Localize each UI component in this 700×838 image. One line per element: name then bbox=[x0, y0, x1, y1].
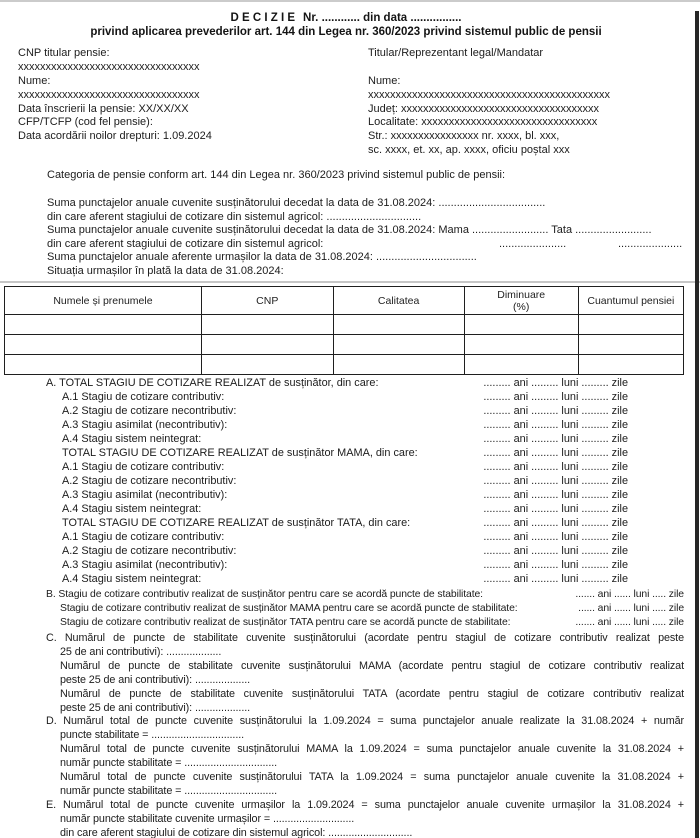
paragraph-line: 25 de ani contributivi): ................... bbox=[60, 645, 222, 658]
paragraph-line: C. Numărul de puncte de stabilitate cuvenite susținătorului (acordate pentru stagiul de cotizare contributiv realizat peste bbox=[46, 632, 684, 644]
stagiu-label: A.1 Stagiu de cotizare contributiv: bbox=[62, 531, 225, 543]
paragraph-line: D. Numărul total de puncte cuvenite susținătorului la 1.09.2024 = suma punctajelor anuale realizate la 31.08.2024 + număr bbox=[46, 715, 684, 728]
total-puncte-paragraph bbox=[0, 715, 684, 743]
stagiu-row bbox=[0, 404, 628, 418]
cnp-label: CNP titular pensie: bbox=[18, 47, 110, 59]
stagiu-row bbox=[0, 544, 628, 558]
paragraph-line: Numărul total de puncte cuvenite susținătorului MAMA la 1.09.2024 = suma punctajelor anuale cuvenite la 31.08.2024 + bbox=[60, 743, 684, 756]
table-row bbox=[5, 315, 684, 335]
empty-cell bbox=[464, 355, 578, 375]
stagiu-label: TOTAL STAGIU DE COTIZARE REALIZAT de susținător MAMA, din care: bbox=[62, 447, 418, 459]
nume-label-left: Nume: bbox=[18, 74, 51, 87]
stagiu-row bbox=[0, 474, 628, 488]
data-inscrierii-line: Data înscrierii la pensie: XX/XX/XX bbox=[18, 102, 189, 115]
empty-cell bbox=[578, 355, 683, 375]
nume-placeholder-right: xxxxxxxxxxxxxxxxxxxxxxxxxxxxxxxxxxxxxxxxxxxx bbox=[368, 88, 610, 101]
col-header-nume: Numele și prenumele bbox=[5, 287, 202, 315]
suma-punctaje-block bbox=[47, 197, 687, 279]
stabilitate-label: Stagiu de cotizare contributiv realizat de susținător MAMA pentru care se acordă puncte de stabilitate: bbox=[60, 603, 518, 614]
document-subtitle: privind aplicarea prevederilor art. 144 din Legea nr. 360/2023 privind sistemul public de pensii bbox=[90, 26, 602, 38]
paragraph-line: puncte stabilitate = ................................ bbox=[60, 729, 245, 742]
suma-agricol-mama-tata-line bbox=[47, 238, 687, 252]
paragraph-line: peste 25 de ani contributivi): ................... bbox=[60, 673, 251, 686]
stagiu-label: A.2 Stagiu de cotizare necontributiv: bbox=[62, 545, 237, 557]
stagiu-value-dots: ......... ani ......... luni ......... zile bbox=[483, 545, 628, 557]
stagiu-row bbox=[0, 558, 628, 572]
diminuare-unit: (%) bbox=[513, 300, 530, 313]
agricol-tata-dots: ..................... bbox=[618, 237, 683, 250]
cnp-placeholder: xxxxxxxxxxxxxxxxxxxxxxxxxxxxxxxxx bbox=[18, 60, 200, 73]
empty-cell bbox=[464, 315, 578, 335]
stagiu-label: A.3 Stagiu asimilat (necontributiv): bbox=[62, 489, 228, 501]
empty-cell bbox=[578, 335, 683, 355]
paragraph-line: număr puncte stabilitate = ................................ bbox=[60, 757, 278, 770]
suma-sustinator-line: Suma punctajelor anuale cuvenite susținătorului decedat la data de 31.08.2024: ................................... bbox=[47, 197, 546, 209]
scara-etaj-line: sc. xxxx, et. xx, ap. xxxx, oficiu poștal xxx bbox=[368, 144, 570, 157]
judet-line: Județ: xxxxxxxxxxxxxxxxxxxxxxxxxxxxxxxxxxxx bbox=[368, 102, 600, 115]
stagiu-label: A.3 Stagiu asimilat (necontributiv): bbox=[62, 559, 228, 571]
stagiu-label: A.1 Stagiu de cotizare contributiv: bbox=[62, 391, 225, 403]
empty-cell bbox=[5, 355, 202, 375]
col-header-diminuare bbox=[464, 287, 578, 315]
paragraph-line: E. Numărul total de puncte cuvenite urmașilor la 1.09.2024 = suma punctajelor anuale cuvenite urmașilor la 31.08.2024 + bbox=[46, 798, 684, 811]
stagiu-value-dots: ......... ani ......... luni ......... zile bbox=[483, 405, 628, 417]
empty-cell bbox=[201, 355, 333, 375]
section-b-stabilitate-stagii bbox=[0, 588, 684, 630]
empty-cell bbox=[5, 335, 202, 355]
stabilitate-row-tata bbox=[0, 616, 684, 630]
suma-agricol-line: din care aferent stagiului de cotizare din sistemul agricol: ............................... bbox=[47, 210, 422, 223]
stagiu-label: A.3 Stagiu asimilat (necontributiv): bbox=[62, 419, 228, 431]
agricol-mama-dots: ...................... bbox=[499, 237, 567, 250]
scan-smudge-line bbox=[0, 281, 700, 283]
nume-label-right: Nume: bbox=[368, 74, 401, 87]
suma-mama-tata-line: Suma punctajelor anuale cuvenite susținătorului decedat la data de 31.08.2024: Mama ......................... Tata ......................... bbox=[47, 224, 652, 237]
paragraph-line: Numărul total de puncte cuvenite susținătorului TATA la 1.09.2024 = suma punctajelor anuale cuvenite la 31.08.2024 + bbox=[60, 771, 684, 784]
document-title-line bbox=[0, 11, 692, 25]
stagiu-row bbox=[0, 502, 628, 516]
agricol-urmasi-line: din care aferent stagiului de cotizare din sistemul agricol: ............................. bbox=[60, 826, 413, 838]
spacer-row bbox=[368, 61, 688, 75]
stagiu-row bbox=[0, 376, 628, 390]
info-column-right bbox=[368, 47, 688, 157]
stabilitate-row-mama bbox=[0, 602, 684, 616]
strada-line: Str.: xxxxxxxxxxxxxxxx nr. xxxx, bl. xxx, bbox=[368, 130, 560, 143]
section-a-stagii bbox=[0, 376, 628, 586]
stagiu-label: A.4 Stagiu sistem neintegrat: bbox=[62, 503, 202, 515]
stagiu-label: A.2 Stagiu de cotizare necontributiv: bbox=[62, 475, 237, 487]
paragraph-line: peste 25 de ani contributivi): ................... bbox=[60, 701, 251, 714]
stagiu-label: A.2 Stagiu de cotizare necontributiv: bbox=[62, 405, 237, 417]
stagiu-row bbox=[0, 418, 628, 432]
data-acordarii-line: Data acordării noilor drepturi: 1.09.2024 bbox=[18, 130, 212, 143]
stagiu-row-total-mama bbox=[0, 446, 628, 460]
stagiu-row bbox=[0, 572, 628, 586]
empty-cell bbox=[333, 315, 464, 335]
nume-placeholder-left: xxxxxxxxxxxxxxxxxxxxxxxxxxxxxxxxx bbox=[18, 88, 200, 101]
total-puncte-paragraph-tata bbox=[0, 771, 684, 799]
stagiu-label: A.1 Stagiu de cotizare contributiv: bbox=[62, 461, 225, 473]
col-header-calitatea: Calitatea bbox=[333, 287, 464, 315]
paragraph-line: Numărul de puncte de stabilitate cuvenite susținătorului MAMA (acordate pentru stagiul de cotizare contributiv realizat bbox=[60, 659, 684, 672]
diminuare-label: Diminuare bbox=[497, 288, 546, 301]
title-number-blank: Nr. ............ din data ................ bbox=[303, 12, 462, 24]
stabilitate-value-dots: ....... ani ...... luni ..... zile bbox=[575, 617, 684, 628]
puncte-stabilitate-paragraph-tata bbox=[0, 688, 684, 716]
stagiu-value-dots: ......... ani ......... luni ......... zile bbox=[483, 517, 628, 529]
situatia-urmasi-line: Situația urmașilor în plată la data de 31.08.2024: bbox=[47, 264, 284, 277]
suma-urmasi-line: Suma punctajelor anuale aferente urmașilor la data de 31.08.2024: ................................. bbox=[47, 251, 477, 264]
paragraph-line: Numărul de puncte de stabilitate cuvenite susținătorului TATA (acordate pentru stagiul de cotizare contributiv realizat bbox=[60, 687, 684, 700]
scan-edge-top bbox=[0, 0, 700, 2]
stabilitate-label: Stagiu de cotizare contributiv realizat de susținător TATA pentru care se acordă puncte de stabilitate: bbox=[60, 617, 511, 628]
paragraph-line: număr puncte stabilitate cuvenite urmașilor = ............................ bbox=[60, 812, 355, 825]
section-d-total-puncte bbox=[0, 715, 684, 798]
stagiu-value-dots: ......... ani ......... luni ......... zile bbox=[483, 531, 628, 543]
scan-edge-right bbox=[695, 11, 699, 838]
empty-cell bbox=[201, 335, 333, 355]
stagiu-label: TOTAL STAGIU DE COTIZARE REALIZAT de susținător TATA, din care: bbox=[62, 517, 411, 529]
empty-cell bbox=[333, 355, 464, 375]
stagiu-row bbox=[0, 530, 628, 544]
paragraph-line: număr puncte stabilitate = ................................ bbox=[60, 784, 278, 797]
section-c-puncte-stabilitate bbox=[0, 632, 684, 715]
document-header bbox=[0, 11, 692, 39]
stabilitate-value-dots: ...... ani ...... luni ..... zile bbox=[578, 603, 684, 614]
title-decizie: D E C I Z I E bbox=[230, 12, 296, 24]
info-column-left bbox=[18, 47, 368, 143]
titular-reprezentant-heading: Titular/Reprezentant legal/Mandatar bbox=[368, 47, 544, 59]
stagiu-value-dots: ......... ani ......... luni ......... zile bbox=[483, 377, 628, 389]
section-e-total-puncte-urmasi bbox=[0, 799, 684, 838]
stabilitate-label: B. Stagiu de cotizare contributiv realizat de susținător pentru care se acordă puncte de stabilitate: bbox=[46, 589, 483, 600]
stagiu-value-dots: ......... ani ......... luni ......... zile bbox=[483, 433, 628, 445]
urmasi-table bbox=[4, 286, 684, 375]
table-header-row bbox=[5, 287, 684, 315]
stagiu-value-dots: ......... ani ......... luni ......... zile bbox=[483, 419, 628, 431]
stagiu-value-dots: ......... ani ......... luni ......... zile bbox=[483, 475, 628, 487]
stagiu-value-dots: ......... ani ......... luni ......... zile bbox=[483, 573, 628, 585]
stagiu-value-dots: ......... ani ......... luni ......... zile bbox=[483, 489, 628, 501]
total-puncte-urmasi-paragraph bbox=[0, 799, 684, 827]
stagiu-label: A. TOTAL STAGIU DE COTIZARE REALIZAT de susținător, din care: bbox=[46, 377, 379, 389]
stagiu-value-dots: ......... ani ......... luni ......... zile bbox=[483, 559, 628, 571]
localitate-line: Localitate: xxxxxxxxxxxxxxxxxxxxxxxxxxxxxxxx bbox=[368, 116, 598, 129]
stagiu-row bbox=[0, 390, 628, 404]
stagiu-row bbox=[0, 432, 628, 446]
table-row bbox=[5, 355, 684, 375]
stagiu-row-total-tata bbox=[0, 516, 628, 530]
stagiu-value-dots: ......... ani ......... luni ......... zile bbox=[483, 461, 628, 473]
stagiu-label: A.4 Stagiu sistem neintegrat: bbox=[62, 573, 202, 585]
stagiu-value-dots: ......... ani ......... luni ......... zile bbox=[483, 391, 628, 403]
col-header-cuantum: Cuantumul pensiei bbox=[578, 287, 683, 315]
table-row bbox=[5, 335, 684, 355]
empty-cell bbox=[5, 315, 202, 335]
stabilitate-row bbox=[0, 588, 684, 602]
empty-cell bbox=[333, 335, 464, 355]
puncte-stabilitate-paragraph bbox=[0, 632, 684, 660]
stagiu-value-dots: ......... ani ......... luni ......... zile bbox=[483, 503, 628, 515]
suma-agricol-label: din care aferent stagiului de cotizare din sistemul agricol: bbox=[47, 237, 324, 250]
puncte-stabilitate-paragraph-mama bbox=[0, 660, 684, 688]
stagiu-row bbox=[0, 460, 628, 474]
stagiu-value-dots: ......... ani ......... luni ......... zile bbox=[483, 447, 628, 459]
stagiu-label: A.4 Stagiu sistem neintegrat: bbox=[62, 433, 202, 445]
total-puncte-paragraph-mama bbox=[0, 743, 684, 771]
empty-cell bbox=[464, 335, 578, 355]
empty-cell bbox=[201, 315, 333, 335]
sections-block bbox=[0, 376, 684, 838]
col-header-cnp: CNP bbox=[201, 287, 333, 315]
stabilitate-value-dots: ....... ani ...... luni ..... zile bbox=[575, 589, 684, 600]
stagiu-row bbox=[0, 488, 628, 502]
beneficiary-info-block bbox=[18, 47, 688, 157]
empty-cell bbox=[578, 315, 683, 335]
categoria-pensie-line: Categoria de pensie conform art. 144 din Legea nr. 360/2023 privind sistemul public de pensii: bbox=[47, 169, 506, 181]
cfp-tcfp-line: CFP/TCFP (cod fel pensie): bbox=[18, 116, 153, 129]
